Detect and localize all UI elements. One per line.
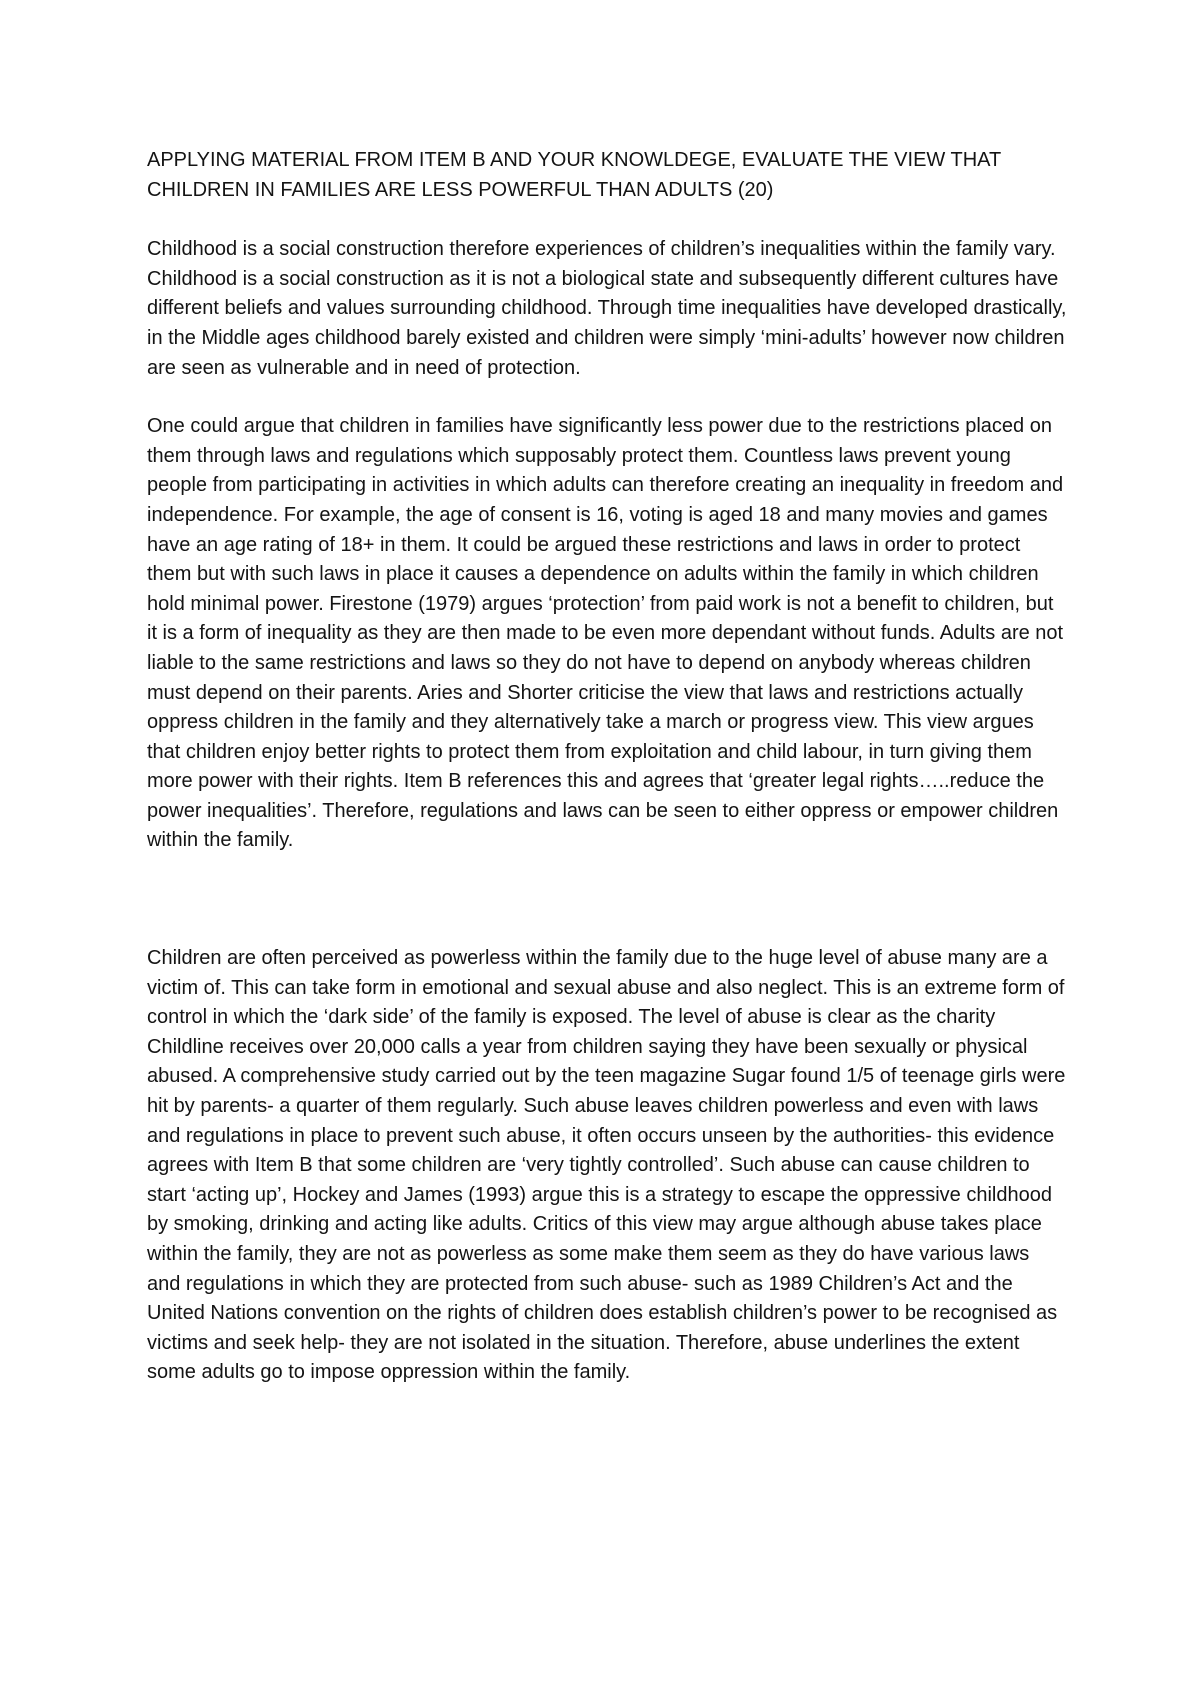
document-page [147, 146, 1067, 1388]
paragraph-laws-regulations: One could argue that children in families have significantly less power due to the restrictions placed on them through laws and regulations which supposably protect them. Countless laws prevent young people from participating in activities in which adults can therefore creating an inequality in freedom and independence. For example, the age of consent is 16, voting is aged 18 and many movies and games have an age rating of 18+ in them. It could be argued these restrictions and laws in order to protect them but with such laws in place it causes a dependence on adults within the family in which children hold minimal power. Firestone (1979) argues ‘protection’ from paid work is not a benefit to children, but it is a form of inequality as they are then made to be even more dependant without funds. Adults are not liable to the same restrictions and laws so they do not have to depend on anybody whereas children must depend on their parents. Aries and Shorter criticise the view that laws and restrictions actually oppress children in the family and they alternatively take a march or progress view. This view argues that children enjoy better rights to protect them from exploitation and child labour, in turn giving them more power with their rights. Item B references this and agrees that ‘greater legal rights…..reduce the power inequalities’. Therefore, regulations and laws can be seen to either oppress or empower children within the family. [147, 415, 1064, 852]
paragraph-abuse: Children are often perceived as powerless within the family due to the huge level of abuse many are a victim of. This can take form in emotional and sexual abuse and also neglect. This is an extreme form of control in which the ‘dark side’ of the family is exposed. The level of abuse is clear as the charity Childline receives over 20,000 calls a year from children saying they have been sexually or physical abused. A comprehensive study carried out by the teen magazine Sugar found 1/5 of teenage girls were hit by parents- a quarter of them regularly. Such abuse leaves children powerless and even with laws and regulations in place to prevent such abuse, it often occurs unseen by the authorities- this evidence agrees with Item B that some children are ‘very tightly controlled’. Such abuse can cause children to start ‘acting up’, Hockey and James (1993) argue this is a strategy to escape the oppressive childhood by smoking, drinking and acting like adults. Critics of this view may argue although abuse takes place within the family, they are not as powerless as some make them seem as they do have various laws and regulations in which they are protected from such abuse- such as 1989 Children’s Act and the United Nations convention on the rights of children does establish children’s power to be recognised as victims and seek help- they are not isolated in the situation. Therefore, abuse underlines the extent some adults go to impose oppression within the family. [147, 947, 1066, 1384]
essay-question: APPLYING MATERIAL FROM ITEM B AND YOUR KNOWLDEGE, EVALUATE THE VIEW THAT CHILDREN IN FAMILIES ARE LESS POWERFUL THAN ADULTS (20) [147, 149, 1002, 201]
paragraph-introduction: Childhood is a social construction therefore experiences of children’s inequalities within the family vary. Childhood is a social construction as it is not a biological state and subsequently different cultures have different beliefs and values surrounding childhood. Through time inequalities have developed drastically, in the Middle ages childhood barely existed and children were simply ‘mini-adults’ however now children are seen as vulnerable and in need of protection. [147, 238, 1067, 379]
